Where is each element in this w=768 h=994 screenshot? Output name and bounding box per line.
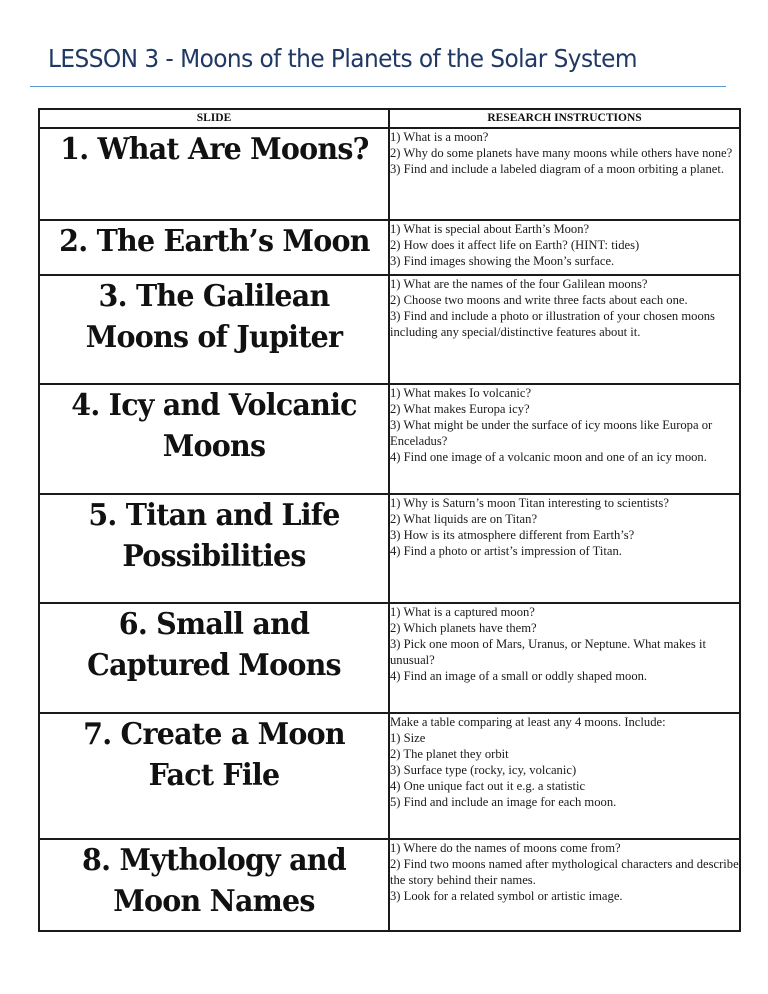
instruction-line: Make a table comparing at least any 4 moons. Include: (390, 715, 666, 729)
slide-title: 2. The Earth’s Moon (58, 224, 370, 259)
column-header-research-instructions: RESEARCH INSTRUCTIONS (389, 109, 740, 128)
slide-title-cell (39, 839, 389, 931)
slide-title: 5. Titan and Life Possibilities (88, 498, 340, 574)
table-row (39, 128, 740, 220)
instructions-cell (389, 603, 740, 713)
column-header-slide: SLIDE (39, 109, 389, 128)
slide-title-cell (39, 494, 389, 603)
instruction-line: 3) Find and include a photo or illustration of your chosen moons including any special/distinctive features about it. (390, 309, 715, 339)
slide-title-cell (39, 603, 389, 713)
instruction-line: 1) What are the names of the four Galilean moons? (390, 277, 648, 291)
slide-title: 8. Mythology and Moon Names (82, 843, 346, 919)
instruction-line: 1) Where do the names of moons come from? (390, 841, 621, 855)
instruction-line: 2) Find two moons named after mythological characters and describe the story behind their names. (390, 857, 739, 887)
slide-title: 7. Create a Moon Fact File (83, 717, 345, 793)
slide-title: 6. Small and Captured Moons (87, 607, 341, 683)
slide-title: 1. What Are Moons? (59, 132, 369, 167)
table-row (39, 603, 740, 713)
instruction-line: 2) What makes Europa icy? (390, 402, 530, 416)
instruction-line: 1) What is special about Earth’s Moon? (390, 222, 590, 236)
table-row (39, 220, 740, 275)
slide-title-cell (39, 713, 389, 839)
slide-title: 4. Icy and Volcanic Moons (71, 388, 357, 464)
title-underline (30, 86, 726, 87)
instruction-line: 1) What is a captured moon? (390, 605, 535, 619)
instruction-line: 2) Which planets have them? (390, 621, 537, 635)
instruction-line: 1) Why is Saturn’s moon Titan interesting to scientists? (390, 496, 669, 510)
instruction-line: 2) The planet they orbit (390, 747, 509, 761)
instruction-line: 2) Choose two moons and write three facts about each one. (390, 293, 688, 307)
slide-title-cell (39, 275, 389, 384)
slide-title: 3. The Galilean Moons of Jupiter (85, 279, 343, 355)
instruction-line: 2) Why do some planets have many moons while others have none? (390, 146, 733, 160)
table-row (39, 275, 740, 384)
instruction-line: 3) Find and include a labeled diagram of a moon orbiting a planet. (390, 162, 724, 176)
instructions-cell (389, 128, 740, 220)
instruction-line: 2) What liquids are on Titan? (390, 512, 538, 526)
instruction-line: 4) Find one image of a volcanic moon and one of an icy moon. (390, 450, 707, 464)
instructions-cell (389, 220, 740, 275)
instruction-line: 3) Look for a related symbol or artistic image. (390, 889, 623, 903)
table-row (39, 839, 740, 931)
lesson-table (38, 108, 741, 932)
instruction-line: 3) How is its atmosphere different from Earth’s? (390, 528, 635, 542)
instruction-line: 1) Size (390, 731, 426, 745)
page-title: LESSON 3 - Moons of the Planets of the Solar System (48, 44, 637, 73)
table-row (39, 494, 740, 603)
slide-title-cell (39, 128, 389, 220)
instructions-cell (389, 384, 740, 494)
instructions-cell (389, 713, 740, 839)
table-row (39, 713, 740, 839)
instructions-cell (389, 839, 740, 931)
instructions-cell (389, 494, 740, 603)
table-header-row (39, 109, 740, 128)
instruction-line: 4) Find an image of a small or oddly shaped moon. (390, 669, 648, 683)
instruction-line: 4) Find a photo or artist’s impression of Titan. (390, 544, 622, 558)
slide-title-cell (39, 384, 389, 494)
instruction-line: 3) Surface type (rocky, icy, volcanic) (390, 763, 577, 777)
instruction-line: 5) Find and include an image for each moon. (390, 795, 617, 809)
instruction-line: 1) What makes Io volcanic? (390, 386, 532, 400)
table-row (39, 384, 740, 494)
instruction-line: 3) Find images showing the Moon’s surface. (390, 254, 615, 268)
instruction-line: 3) What might be under the surface of icy moons like Europa or Enceladus? (390, 418, 713, 448)
slide-title-cell (39, 220, 389, 275)
instruction-line: 3) Pick one moon of Mars, Uranus, or Neptune. What makes it unusual? (390, 637, 706, 667)
instruction-line: 4) One unique fact out it e.g. a statistic (390, 779, 586, 793)
instruction-line: 1) What is a moon? (390, 130, 489, 144)
instructions-cell (389, 275, 740, 384)
instruction-line: 2) How does it affect life on Earth? (HINT: tides) (390, 238, 640, 252)
